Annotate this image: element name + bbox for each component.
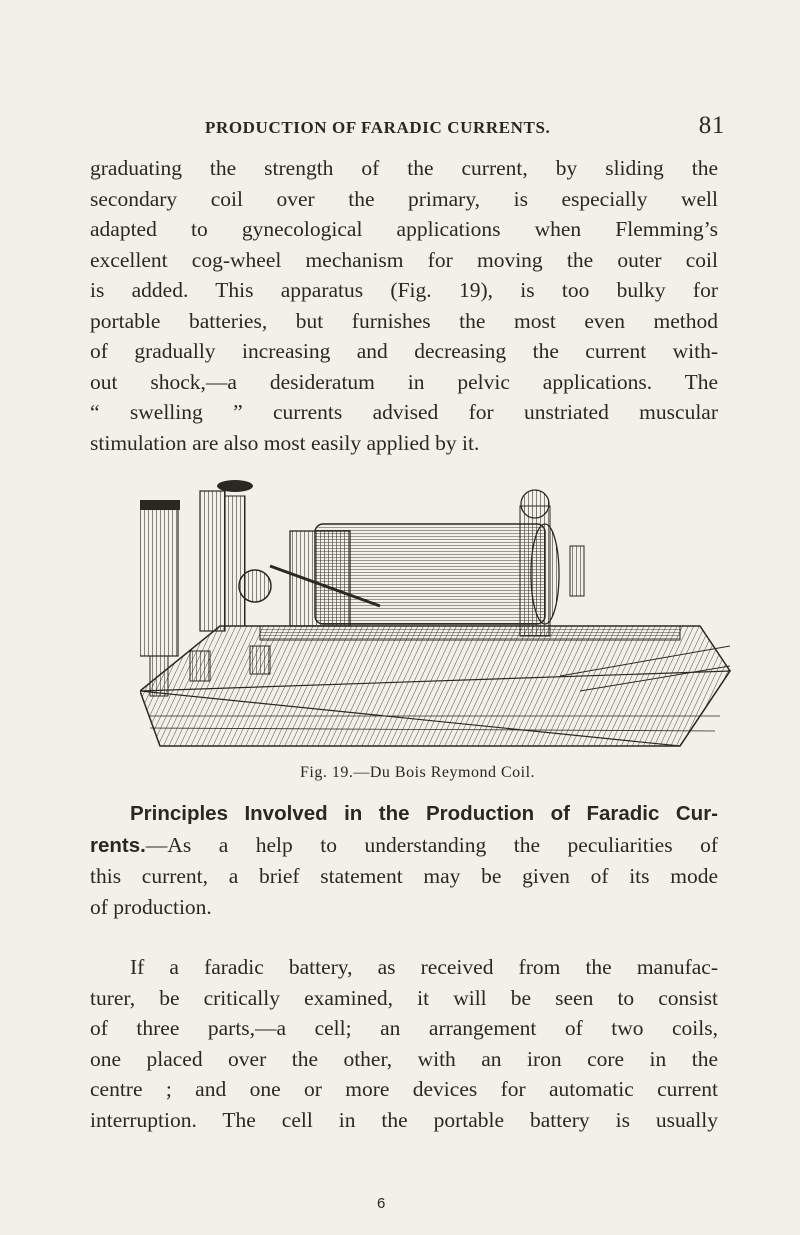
figure-19-illustration xyxy=(140,476,740,761)
text-line: portable batteries, but furnishes the most even method xyxy=(90,308,718,333)
text-line: out shock,—a desideratum in pelvic applications. The xyxy=(90,369,718,394)
text-line: this current, a brief statement may be given of its mode xyxy=(90,864,718,888)
section-heading: Principles Involved in the Production of Faradic Cur- xyxy=(130,802,718,825)
text-line: is added. This apparatus (Fig. 19), is too bulky for xyxy=(90,278,718,302)
text-run: —As a help to understanding the peculiarities of xyxy=(145,832,718,857)
text-line: adapted to gynecological applications when Flemming’s xyxy=(90,217,718,241)
text-line: stimulation are also most easily applied by it. xyxy=(90,430,480,455)
text-line: excellent cog-wheel mechanism for moving the outer coil xyxy=(90,247,718,272)
text-line xyxy=(90,830,718,862)
figure-caption: Fig. 19.—Du Bois Reymond Coil. xyxy=(300,764,536,781)
du-bois-reymond-coil-engraving xyxy=(140,476,740,761)
running-head-title: PRODUCTION OF FARADIC CURRENTS. xyxy=(205,118,551,137)
text-line: “ swelling ” currents advised for unstriated muscular xyxy=(90,400,718,424)
text-line: interruption. The cell in the portable battery is usually xyxy=(90,1107,718,1132)
paragraph xyxy=(90,952,718,1135)
text-line: of production. xyxy=(90,894,212,919)
paragraph-continuation xyxy=(90,153,718,458)
text-line: of three parts,—a cell; an arrangement of two coils, xyxy=(90,1016,718,1040)
text-line: If a faradic battery, as received from the manufac- xyxy=(130,955,718,979)
section-heading-line xyxy=(90,798,718,830)
text-line: one placed over the other, with an iron core in the xyxy=(90,1046,718,1071)
section-paragraph xyxy=(90,798,718,922)
section-heading-continuation: rents. xyxy=(90,833,146,857)
text-line: centre ; and one or more devices for automatic current xyxy=(90,1077,718,1101)
text-line: graduating the strength of the current, by sliding the xyxy=(90,156,718,180)
text-line: turer, be critically examined, it will be seen to consist xyxy=(90,985,718,1010)
text-line: of gradually increasing and decreasing the current with- xyxy=(90,339,718,363)
signature-mark: 6 xyxy=(377,1195,386,1212)
page-number: 81 xyxy=(698,112,725,139)
text-line: secondary coil over the primary, is especially well xyxy=(90,186,718,211)
